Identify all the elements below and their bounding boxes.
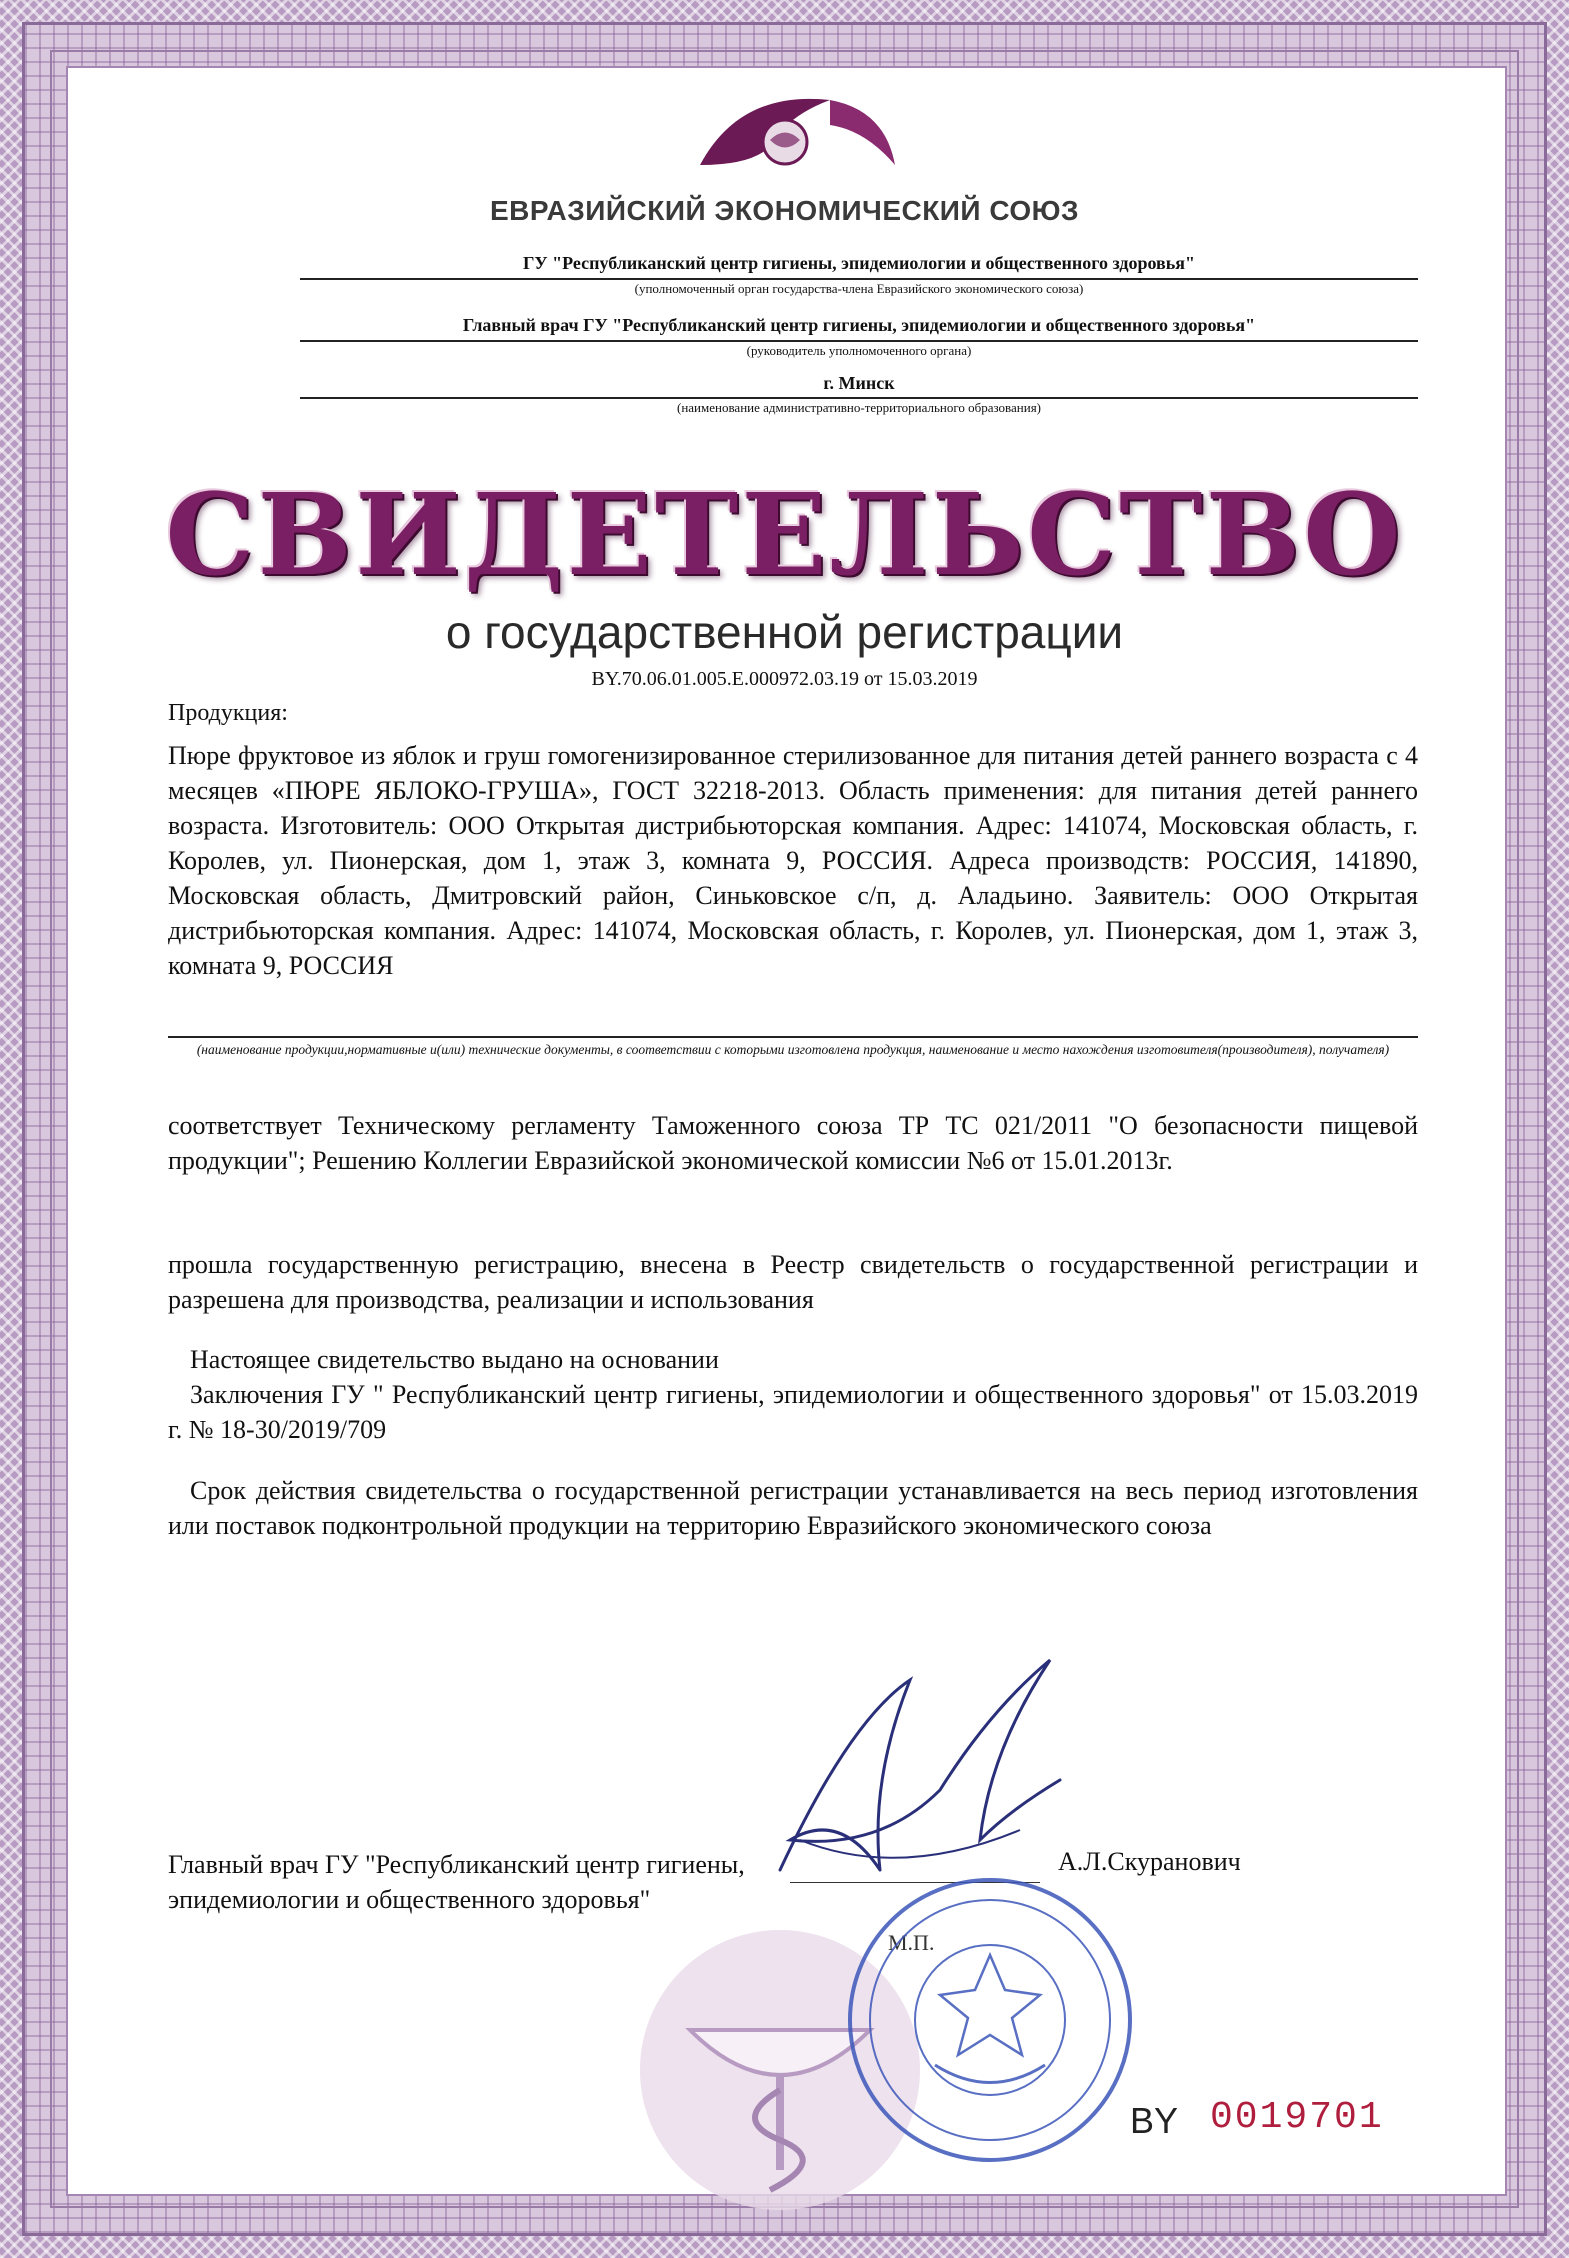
registration-number: BY.70.06.01.005.Е.000972.03.19 от 15.03.2019: [591, 668, 978, 690]
certificate-title: СВИДЕТЕЛЬСТВО: [165, 470, 1404, 601]
divider: [300, 278, 1418, 280]
head-caption: (руководитель уполномоченного органа): [746, 343, 972, 358]
divider: [168, 1036, 1418, 1038]
product-label: Продукция:: [168, 700, 288, 726]
signatory-position: Главный врач ГУ "Республиканский центр гигиены, эпидемиологии и общественного здоровья": [168, 1850, 745, 1914]
serial-prefix: BY: [1130, 2100, 1179, 2141]
signatory-name: А.Л.Скуранович: [1058, 1847, 1241, 1876]
seal-mark: М.П.: [888, 1930, 935, 1955]
serial-number: 0019701: [1210, 2096, 1384, 2139]
divider: [300, 340, 1418, 342]
union-title: ЕВРАЗИЙСКИЙ ЭКОНОМИЧЕСКИЙ СОЮЗ: [489, 195, 1080, 226]
official-stamp-icon: [840, 1870, 1140, 2170]
city-name: г. Минск: [823, 373, 895, 393]
basis-text: Заключения ГУ " Республиканский центр гигиены, эпидемиологии и общественного здоровья" от 15.03.2019 г. № 18-30/2019/709: [168, 1380, 1418, 1444]
registration-text: прошла государственную регистрацию, внесена в Реестр свидетельств о государственной регистрации и разрешена для производства, реализации и использования: [168, 1250, 1418, 1314]
eaeu-logo-icon: [680, 70, 910, 180]
validity-text: Срок действия свидетельства о государственной регистрации устанавливается на весь период изготовления или поставок подконтрольной продукции на территорию Евразийского экономического союза: [168, 1476, 1418, 1540]
city-caption: (наименование административно-территориального образования): [676, 400, 1042, 415]
product-description: Пюре фруктовое из яблок и груш гомогенизированное стерилизованное для питания детей раннего возраста с 4 месяцев «ПЮРЕ ЯБЛОКО-ГРУША», ГОСТ 32218-2013. Область применения: для питания детей раннего возраста. Изготовитель: ООО Открытая дистрибьюторская компания. Адрес: 141074, Московская область, г. Королев, ул. Пионерская, дом 1, этаж 3, комната 9, РОССИЯ. Адреса производств: РОССИЯ, 141890, Московская область, Дмитровский район, Синьковское с/п, д. Аладьино. Заявитель: ООО Открытая дистрибьюторская компания. Адрес: 141074, Московская область, г. Королев, ул. Пионерская, дом 1, этаж 3, комната 9, РОССИЯ: [168, 741, 1418, 980]
head-name: Главный врач ГУ "Республиканский центр гигиены, эпидемиологии и общественного здоровья": [462, 315, 1256, 335]
product-caption: (наименование продукции,нормативные и(или) технические документы, в соответствии с которыми изготовлена продукция, наименование и место нахождения изготовителя(производителя), получателя): [196, 1042, 1390, 1057]
divider: [300, 397, 1418, 399]
authority-name: ГУ "Республиканский центр гигиены, эпидемиологии и общественного здоровья": [522, 253, 1195, 273]
certificate-subtitle: о государственной регистрации: [445, 606, 1124, 658]
basis-intro: Настоящее свидетельство выдано на основании: [190, 1345, 719, 1374]
conformity-text: соответствует Техническому регламенту Таможенного союза ТР ТС 021/2011 "О безопасности пищевой продукции"; Решению Коллегии Евразийской экономической комиссии №6 от 15.01.2013г.: [168, 1111, 1418, 1175]
authority-caption: (уполномоченный орган государства-члена Евразийского экономического союза): [634, 281, 1084, 296]
